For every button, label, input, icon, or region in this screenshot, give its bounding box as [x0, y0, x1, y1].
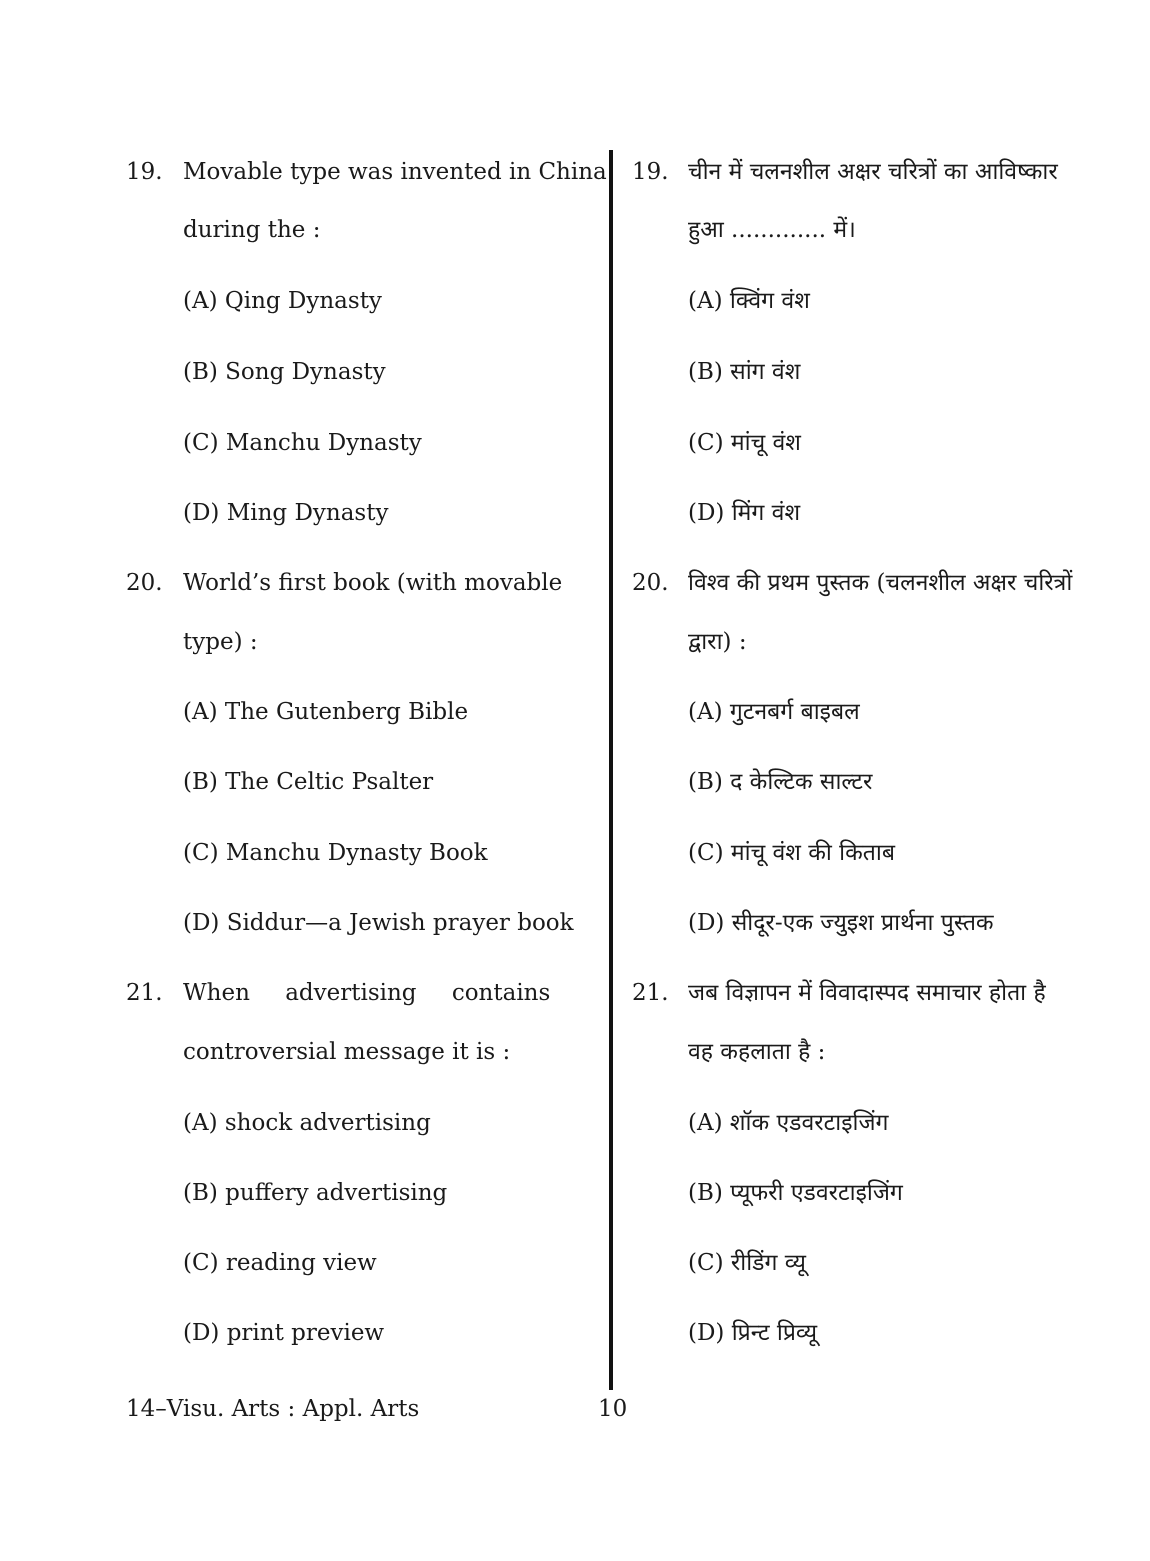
question-text-line-2: controversial message it is :	[183, 1039, 511, 1065]
question-number: 20.	[126, 570, 163, 596]
question-text-line-2: हुआ ............. में।	[688, 217, 856, 243]
question-number: 20.	[632, 570, 669, 596]
option-d: (D) Siddur—a Jewish prayer book	[183, 910, 574, 936]
option-a: (A) गुटनबर्ग बाइबल	[688, 699, 860, 725]
option-c: (C) मांचू वंश की किताब	[688, 840, 895, 866]
option-a: (A) The Gutenberg Bible	[183, 699, 469, 725]
question-text-line-2: during the :	[183, 217, 321, 243]
question-text-line-1: World’s first book (with movable	[183, 570, 563, 596]
option-a: (A) shock advertising	[183, 1110, 431, 1136]
question-text-line-1: जब विज्ञापन में विवादास्पद समाचार होता है	[688, 980, 1046, 1006]
option-d: (D) print preview	[183, 1320, 385, 1346]
question-number: 19.	[126, 159, 163, 185]
option-d: (D) प्रिन्ट प्रिव्यू	[688, 1320, 818, 1346]
question-number: 19.	[632, 159, 669, 185]
option-c: (C) Manchu Dynasty Book	[183, 840, 488, 866]
option-b: (B) प्यूफरी एडवरटाइजिंग	[688, 1180, 903, 1206]
option-d: (D) मिंग वंश	[688, 500, 801, 526]
question-text-line-2: type) :	[183, 629, 258, 655]
option-a: (A) शॉक एडवरटाइजिंग	[688, 1110, 889, 1136]
question-text-line-1: चीन में चलनशील अक्षर चरित्रों का आविष्कार	[688, 159, 1058, 185]
question-number: 21.	[632, 980, 669, 1006]
footer-subject: 14–Visu. Arts : Appl. Arts	[126, 1396, 420, 1422]
option-b: (B) द केल्टिक साल्टर	[688, 769, 873, 795]
option-b: (B) The Celtic Psalter	[183, 769, 434, 795]
question-text-line-1: विश्व की प्रथम पुस्तक (चलनशील अक्षर चरित्रों	[688, 570, 1073, 596]
option-b: (B) Song Dynasty	[183, 359, 386, 385]
option-d: (D) Ming Dynasty	[183, 500, 389, 526]
column-divider	[609, 150, 613, 1390]
question-text-line-2: द्वारा) :	[688, 629, 747, 655]
option-d: (D) सीदूर-एक ज्युइश प्रार्थना पुस्तक	[688, 910, 994, 936]
option-b: (B) सांग वंश	[688, 359, 801, 385]
option-c: (C) मांचू वंश	[688, 430, 801, 456]
option-a: (A) Qing Dynasty	[183, 288, 382, 314]
question-text-line-2: वह कहलाता है :	[688, 1039, 826, 1065]
option-c: (C) Manchu Dynasty	[183, 430, 422, 456]
page-number: 10	[598, 1396, 628, 1422]
question-text-line-1: When advertising contains	[183, 980, 551, 1006]
option-c: (C) reading view	[183, 1250, 377, 1276]
option-b: (B) puffery advertising	[183, 1180, 448, 1206]
question-number: 21.	[126, 980, 163, 1006]
option-c: (C) रीडिंग व्यू	[688, 1250, 806, 1276]
option-a: (A) क्विंग वंश	[688, 288, 810, 314]
question-text-line-1: Movable type was invented in China	[183, 159, 607, 185]
